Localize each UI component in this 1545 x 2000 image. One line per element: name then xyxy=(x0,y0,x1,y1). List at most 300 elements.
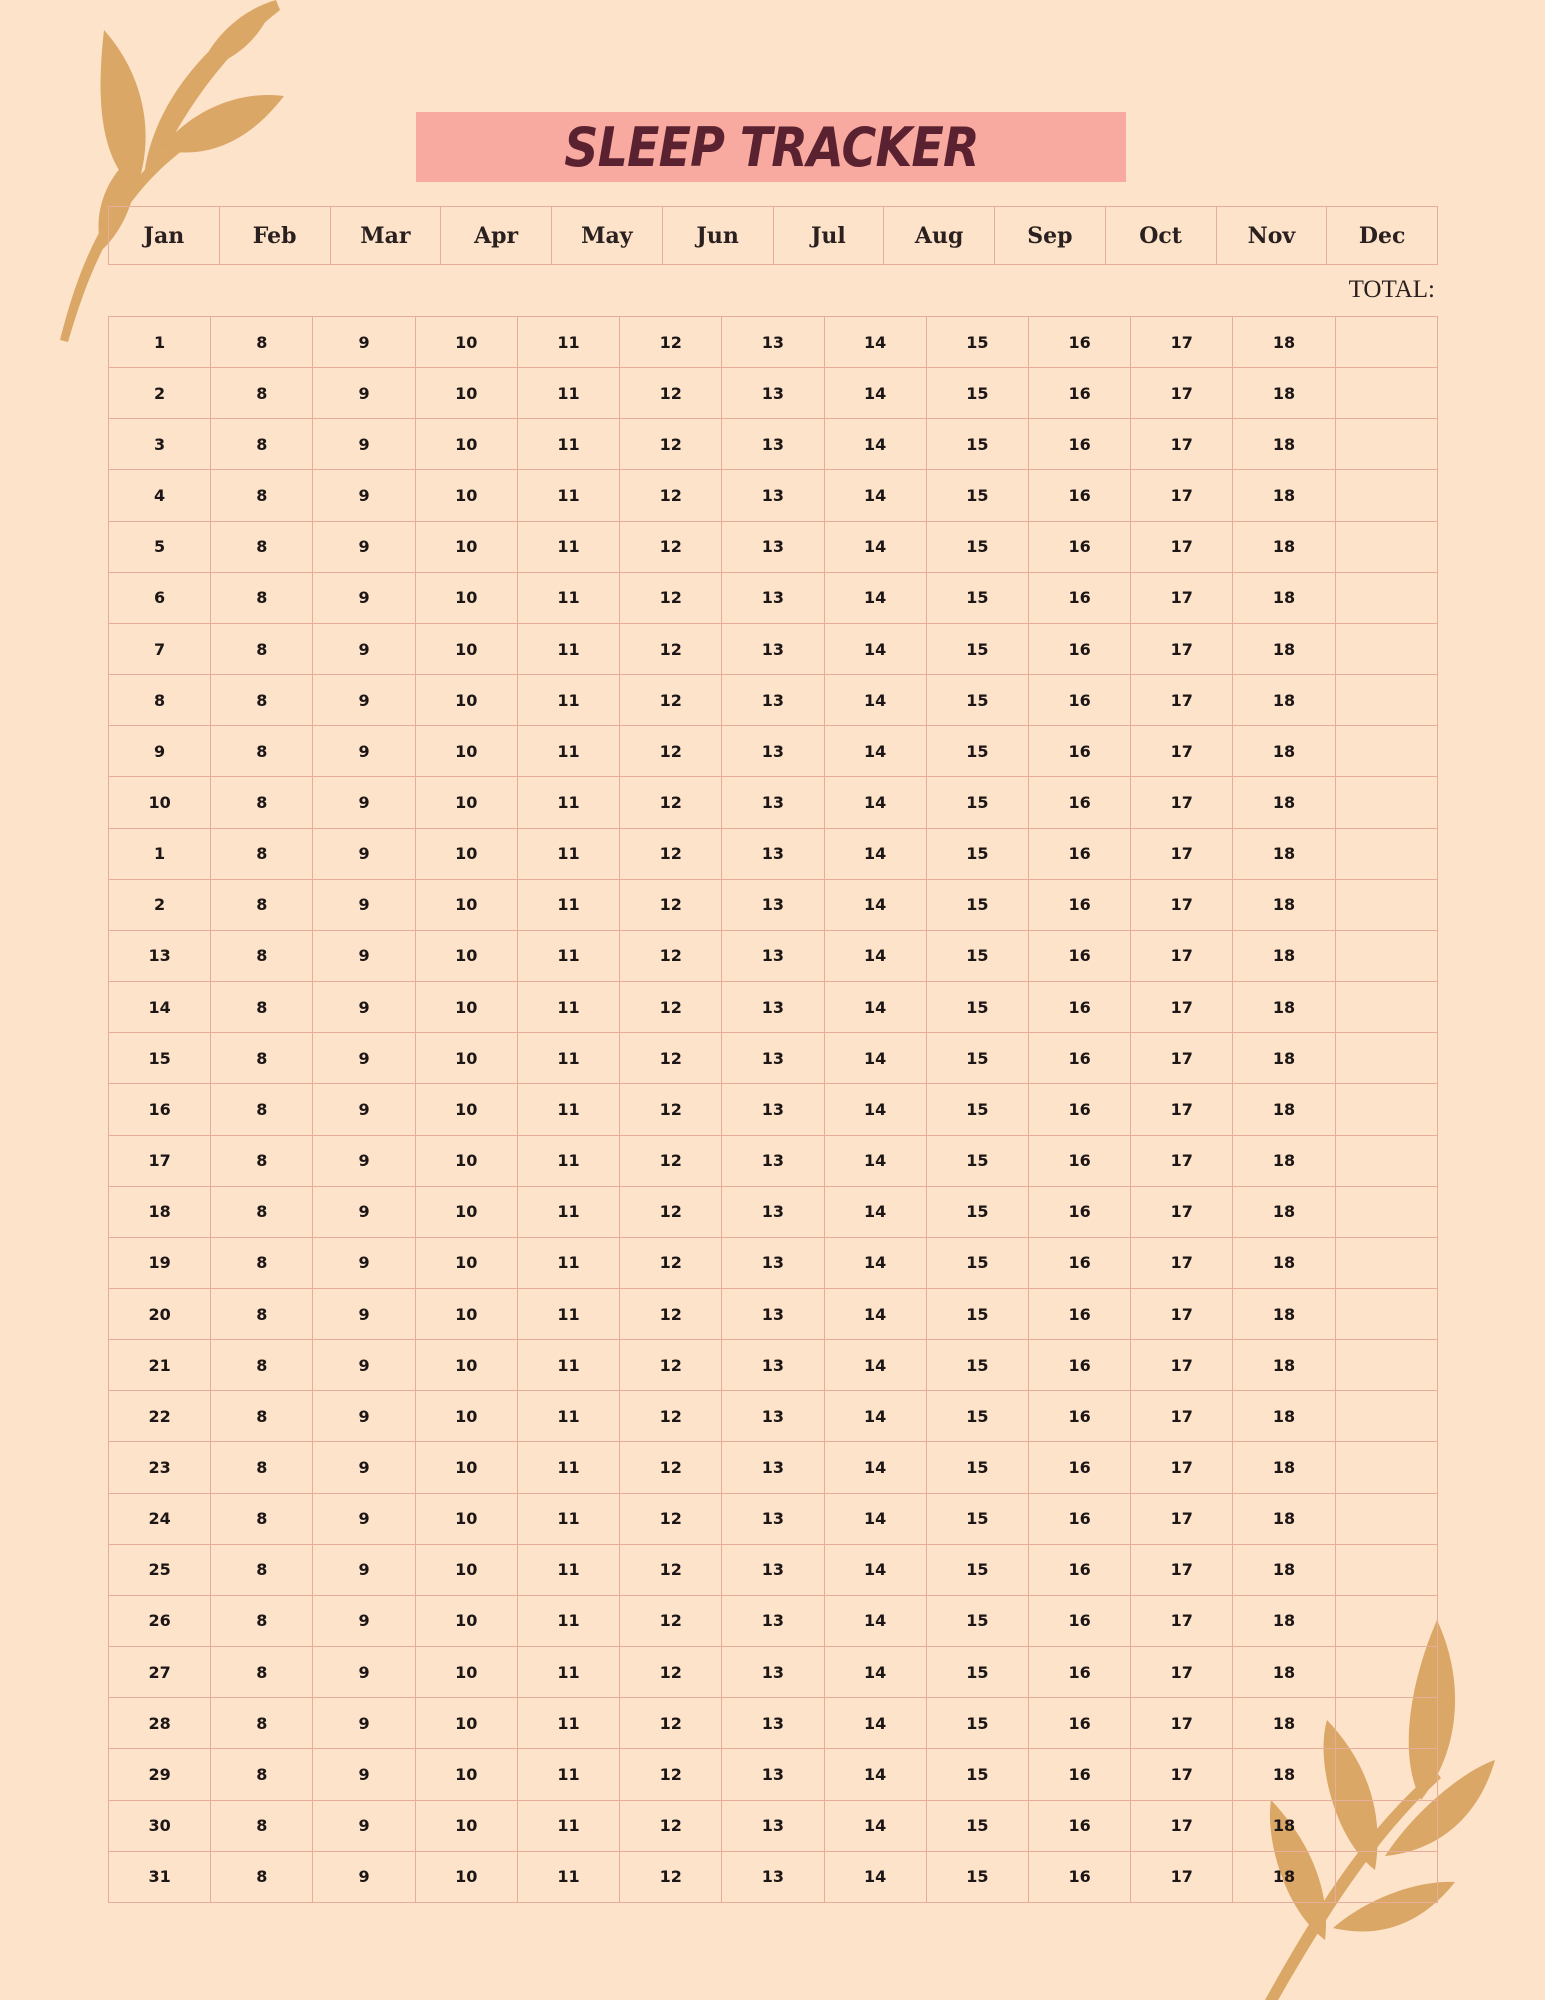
grid-cell: 8 xyxy=(211,1647,313,1698)
grid-cell: 11 xyxy=(517,1135,619,1186)
grid-cell: 8 xyxy=(211,777,313,828)
grid-cell: 15 xyxy=(926,777,1028,828)
grid-cell: 9 xyxy=(313,1288,415,1339)
grid-cell: 12 xyxy=(620,368,722,419)
grid-cell: 17 xyxy=(1131,623,1233,674)
grid-cell: 18 xyxy=(1233,368,1335,419)
grid-cell: 15 xyxy=(926,1033,1028,1084)
grid-cell: 15 xyxy=(926,1084,1028,1135)
total-cell xyxy=(1335,879,1437,930)
grid-row xyxy=(109,1800,1438,1851)
grid-cell: 14 xyxy=(824,777,926,828)
grid-cell: 11 xyxy=(517,419,619,470)
grid-cell: 12 xyxy=(620,419,722,470)
grid-cell: 18 xyxy=(1233,521,1335,572)
grid-cell: 8 xyxy=(211,368,313,419)
grid-cell: 18 xyxy=(1233,777,1335,828)
grid-cell: 9 xyxy=(313,1851,415,1902)
grid-cell: 18 xyxy=(1233,1800,1335,1851)
grid-cell: 12 xyxy=(620,1288,722,1339)
grid-row xyxy=(109,1493,1438,1544)
grid-cell: 10 xyxy=(415,1288,517,1339)
grid-cell: 9 xyxy=(313,1544,415,1595)
day-number-cell: 7 xyxy=(109,623,211,674)
grid-row xyxy=(109,572,1438,623)
grid-cell: 18 xyxy=(1233,1647,1335,1698)
grid-cell: 11 xyxy=(517,879,619,930)
grid-cell: 13 xyxy=(722,1237,824,1288)
grid-cell: 14 xyxy=(824,623,926,674)
grid-cell: 9 xyxy=(313,1186,415,1237)
grid-cell: 8 xyxy=(211,470,313,521)
grid-cell: 14 xyxy=(824,1595,926,1646)
month-header-cell: Apr xyxy=(441,207,552,265)
day-number-cell: 14 xyxy=(109,982,211,1033)
grid-cell: 8 xyxy=(211,419,313,470)
grid-cell: 16 xyxy=(1028,1595,1130,1646)
grid-cell: 13 xyxy=(722,1135,824,1186)
grid-cell: 16 xyxy=(1028,879,1130,930)
sleep-grid xyxy=(108,316,1438,1903)
grid-cell: 17 xyxy=(1131,1698,1233,1749)
grid-cell: 15 xyxy=(926,1595,1028,1646)
grid-cell: 15 xyxy=(926,1186,1028,1237)
grid-row xyxy=(109,1442,1438,1493)
total-cell xyxy=(1335,1033,1437,1084)
day-number-cell: 5 xyxy=(109,521,211,572)
grid-cell: 18 xyxy=(1233,1033,1335,1084)
grid-cell: 11 xyxy=(517,1391,619,1442)
grid-cell: 11 xyxy=(517,1698,619,1749)
grid-cell: 8 xyxy=(211,1544,313,1595)
grid-cell: 12 xyxy=(620,1084,722,1135)
grid-row xyxy=(109,930,1438,981)
grid-cell: 12 xyxy=(620,828,722,879)
day-number-cell: 26 xyxy=(109,1595,211,1646)
grid-cell: 10 xyxy=(415,1033,517,1084)
grid-cell: 12 xyxy=(620,726,722,777)
grid-cell: 14 xyxy=(824,1544,926,1595)
grid-cell: 8 xyxy=(211,1135,313,1186)
grid-cell: 10 xyxy=(415,1595,517,1646)
grid-row xyxy=(109,368,1438,419)
grid-cell: 8 xyxy=(211,1493,313,1544)
grid-cell: 13 xyxy=(722,1288,824,1339)
grid-cell: 11 xyxy=(517,1647,619,1698)
grid-cell: 10 xyxy=(415,777,517,828)
day-number-cell: 19 xyxy=(109,1237,211,1288)
grid-cell: 14 xyxy=(824,368,926,419)
grid-cell: 9 xyxy=(313,1647,415,1698)
grid-cell: 15 xyxy=(926,1749,1028,1800)
leaf-branch-top-left-icon xyxy=(40,0,300,350)
grid-cell: 10 xyxy=(415,1698,517,1749)
total-cell xyxy=(1335,1237,1437,1288)
grid-cell: 11 xyxy=(517,1442,619,1493)
grid-cell: 18 xyxy=(1233,572,1335,623)
grid-cell: 8 xyxy=(211,1186,313,1237)
grid-cell: 18 xyxy=(1233,1544,1335,1595)
grid-cell: 13 xyxy=(722,1800,824,1851)
grid-cell: 17 xyxy=(1131,675,1233,726)
grid-cell: 12 xyxy=(620,1800,722,1851)
grid-row xyxy=(109,1033,1438,1084)
grid-cell: 14 xyxy=(824,1749,926,1800)
grid-cell: 15 xyxy=(926,1647,1028,1698)
grid-cell: 10 xyxy=(415,1647,517,1698)
grid-cell: 9 xyxy=(313,521,415,572)
grid-cell: 9 xyxy=(313,1442,415,1493)
grid-cell: 13 xyxy=(722,419,824,470)
grid-cell: 18 xyxy=(1233,1135,1335,1186)
day-number-cell: 17 xyxy=(109,1135,211,1186)
grid-cell: 13 xyxy=(722,1851,824,1902)
grid-cell: 16 xyxy=(1028,777,1130,828)
grid-cell: 15 xyxy=(926,1800,1028,1851)
month-header-cell: Jan xyxy=(109,207,220,265)
grid-cell: 15 xyxy=(926,470,1028,521)
grid-cell: 17 xyxy=(1131,1493,1233,1544)
grid-cell: 12 xyxy=(620,1851,722,1902)
month-header-cell: May xyxy=(552,207,663,265)
grid-cell: 14 xyxy=(824,470,926,521)
grid-cell: 10 xyxy=(415,1084,517,1135)
grid-cell: 12 xyxy=(620,1493,722,1544)
grid-cell: 15 xyxy=(926,675,1028,726)
grid-cell: 12 xyxy=(620,1647,722,1698)
grid-cell: 11 xyxy=(517,1749,619,1800)
grid-cell: 18 xyxy=(1233,675,1335,726)
grid-cell: 8 xyxy=(211,521,313,572)
total-cell xyxy=(1335,1288,1437,1339)
grid-cell: 14 xyxy=(824,572,926,623)
grid-cell: 17 xyxy=(1131,1544,1233,1595)
total-cell xyxy=(1335,1800,1437,1851)
grid-cell: 13 xyxy=(722,1084,824,1135)
grid-cell: 18 xyxy=(1233,982,1335,1033)
grid-row xyxy=(109,1186,1438,1237)
grid-cell: 8 xyxy=(211,982,313,1033)
day-number-cell: 10 xyxy=(109,777,211,828)
day-number-cell: 13 xyxy=(109,930,211,981)
grid-cell: 11 xyxy=(517,1595,619,1646)
grid-cell: 8 xyxy=(211,726,313,777)
grid-cell: 12 xyxy=(620,1595,722,1646)
grid-cell: 14 xyxy=(824,1340,926,1391)
grid-cell: 13 xyxy=(722,1749,824,1800)
grid-cell: 10 xyxy=(415,623,517,674)
grid-cell: 11 xyxy=(517,1544,619,1595)
grid-cell: 12 xyxy=(620,1442,722,1493)
grid-cell: 11 xyxy=(517,521,619,572)
grid-row xyxy=(109,1340,1438,1391)
grid-cell: 13 xyxy=(722,1033,824,1084)
grid-cell: 14 xyxy=(824,521,926,572)
grid-cell: 13 xyxy=(722,1340,824,1391)
grid-cell: 10 xyxy=(415,675,517,726)
grid-cell: 13 xyxy=(722,368,824,419)
grid-row xyxy=(109,1135,1438,1186)
grid-cell: 18 xyxy=(1233,726,1335,777)
grid-cell: 11 xyxy=(517,1340,619,1391)
grid-cell: 18 xyxy=(1233,1391,1335,1442)
grid-cell: 18 xyxy=(1233,1340,1335,1391)
grid-cell: 11 xyxy=(517,470,619,521)
grid-cell: 10 xyxy=(415,470,517,521)
grid-cell: 9 xyxy=(313,1340,415,1391)
day-number-cell: 6 xyxy=(109,572,211,623)
grid-cell: 16 xyxy=(1028,675,1130,726)
grid-cell: 8 xyxy=(211,675,313,726)
grid-cell: 9 xyxy=(313,1237,415,1288)
total-cell xyxy=(1335,1851,1437,1902)
total-cell xyxy=(1335,1084,1437,1135)
day-number-cell: 25 xyxy=(109,1544,211,1595)
grid-cell: 11 xyxy=(517,368,619,419)
grid-cell: 14 xyxy=(824,317,926,368)
grid-cell: 15 xyxy=(926,982,1028,1033)
grid-cell: 10 xyxy=(415,879,517,930)
grid-cell: 13 xyxy=(722,1442,824,1493)
grid-cell: 15 xyxy=(926,1288,1028,1339)
grid-cell: 15 xyxy=(926,419,1028,470)
grid-cell: 10 xyxy=(415,1391,517,1442)
title-banner xyxy=(416,112,1126,182)
grid-cell: 15 xyxy=(926,623,1028,674)
grid-row xyxy=(109,1544,1438,1595)
grid-cell: 14 xyxy=(824,930,926,981)
grid-cell: 18 xyxy=(1233,1288,1335,1339)
grid-cell: 18 xyxy=(1233,930,1335,981)
grid-row xyxy=(109,777,1438,828)
grid-cell: 15 xyxy=(926,828,1028,879)
grid-cell: 14 xyxy=(824,1851,926,1902)
grid-cell: 17 xyxy=(1131,1237,1233,1288)
grid-cell: 14 xyxy=(824,828,926,879)
grid-row xyxy=(109,1391,1438,1442)
grid-cell: 9 xyxy=(313,1493,415,1544)
grid-cell: 8 xyxy=(211,1749,313,1800)
month-header-cell: Jul xyxy=(773,207,884,265)
total-cell xyxy=(1335,419,1437,470)
grid-cell: 17 xyxy=(1131,572,1233,623)
day-number-cell: 30 xyxy=(109,1800,211,1851)
grid-cell: 10 xyxy=(415,1749,517,1800)
grid-cell: 18 xyxy=(1233,1851,1335,1902)
grid-cell: 8 xyxy=(211,930,313,981)
total-cell xyxy=(1335,1544,1437,1595)
day-number-cell: 18 xyxy=(109,1186,211,1237)
grid-cell: 18 xyxy=(1233,419,1335,470)
grid-cell: 16 xyxy=(1028,1442,1130,1493)
grid-cell: 14 xyxy=(824,1033,926,1084)
grid-cell: 16 xyxy=(1028,982,1130,1033)
month-header-cell: Feb xyxy=(219,207,330,265)
total-cell xyxy=(1335,1391,1437,1442)
grid-cell: 16 xyxy=(1028,368,1130,419)
grid-cell: 13 xyxy=(722,623,824,674)
grid-cell: 10 xyxy=(415,419,517,470)
grid-cell: 17 xyxy=(1131,521,1233,572)
day-number-cell: 2 xyxy=(109,879,211,930)
grid-cell: 12 xyxy=(620,1186,722,1237)
grid-cell: 17 xyxy=(1131,1800,1233,1851)
grid-cell: 14 xyxy=(824,419,926,470)
grid-row xyxy=(109,317,1438,368)
grid-row xyxy=(109,675,1438,726)
grid-cell: 12 xyxy=(620,930,722,981)
grid-cell: 9 xyxy=(313,1698,415,1749)
grid-cell: 15 xyxy=(926,1340,1028,1391)
grid-cell: 12 xyxy=(620,317,722,368)
grid-row xyxy=(109,726,1438,777)
grid-row xyxy=(109,982,1438,1033)
month-header-cell: Jun xyxy=(662,207,773,265)
day-number-cell: 1 xyxy=(109,317,211,368)
day-number-cell: 20 xyxy=(109,1288,211,1339)
grid-cell: 17 xyxy=(1131,879,1233,930)
grid-cell: 18 xyxy=(1233,828,1335,879)
total-label: TOTAL: xyxy=(1348,276,1435,303)
grid-cell: 14 xyxy=(824,1442,926,1493)
grid-row xyxy=(109,1749,1438,1800)
grid-cell: 9 xyxy=(313,982,415,1033)
grid-cell: 11 xyxy=(517,930,619,981)
day-number-cell: 15 xyxy=(109,1033,211,1084)
grid-cell: 18 xyxy=(1233,470,1335,521)
grid-cell: 15 xyxy=(926,879,1028,930)
grid-row xyxy=(109,828,1438,879)
grid-cell: 11 xyxy=(517,1033,619,1084)
grid-cell: 8 xyxy=(211,1237,313,1288)
grid-cell: 17 xyxy=(1131,419,1233,470)
grid-cell: 16 xyxy=(1028,930,1130,981)
grid-cell: 11 xyxy=(517,317,619,368)
day-number-cell: 1 xyxy=(109,828,211,879)
grid-cell: 17 xyxy=(1131,1135,1233,1186)
grid-cell: 12 xyxy=(620,1237,722,1288)
total-cell xyxy=(1335,1186,1437,1237)
grid-cell: 11 xyxy=(517,572,619,623)
grid-cell: 12 xyxy=(620,1698,722,1749)
grid-row xyxy=(109,419,1438,470)
month-header-cell: Sep xyxy=(995,207,1106,265)
grid-cell: 10 xyxy=(415,1800,517,1851)
grid-cell: 12 xyxy=(620,1135,722,1186)
grid-cell: 13 xyxy=(722,1698,824,1749)
grid-cell: 8 xyxy=(211,623,313,674)
total-cell xyxy=(1335,777,1437,828)
day-number-cell: 21 xyxy=(109,1340,211,1391)
grid-cell: 16 xyxy=(1028,1237,1130,1288)
grid-row xyxy=(109,1647,1438,1698)
grid-cell: 10 xyxy=(415,1237,517,1288)
grid-cell: 12 xyxy=(620,1749,722,1800)
grid-cell: 18 xyxy=(1233,623,1335,674)
grid-cell: 18 xyxy=(1233,1698,1335,1749)
grid-cell: 13 xyxy=(722,1647,824,1698)
grid-cell: 9 xyxy=(313,879,415,930)
grid-cell: 16 xyxy=(1028,1186,1130,1237)
grid-cell: 17 xyxy=(1131,828,1233,879)
grid-cell: 17 xyxy=(1131,1595,1233,1646)
grid-cell: 18 xyxy=(1233,1749,1335,1800)
grid-cell: 17 xyxy=(1131,1851,1233,1902)
grid-cell: 13 xyxy=(722,1186,824,1237)
grid-cell: 9 xyxy=(313,470,415,521)
grid-cell: 11 xyxy=(517,1851,619,1902)
grid-cell: 9 xyxy=(313,1391,415,1442)
grid-cell: 13 xyxy=(722,572,824,623)
grid-cell: 14 xyxy=(824,1084,926,1135)
grid-cell: 11 xyxy=(517,675,619,726)
grid-cell: 18 xyxy=(1233,1084,1335,1135)
grid-cell: 15 xyxy=(926,1544,1028,1595)
grid-cell: 16 xyxy=(1028,521,1130,572)
month-header-cell: Nov xyxy=(1216,207,1327,265)
total-cell xyxy=(1335,623,1437,674)
day-number-cell: 2 xyxy=(109,368,211,419)
grid-cell: 16 xyxy=(1028,419,1130,470)
grid-cell: 16 xyxy=(1028,1135,1130,1186)
total-cell xyxy=(1335,368,1437,419)
grid-cell: 17 xyxy=(1131,777,1233,828)
grid-cell: 8 xyxy=(211,1698,313,1749)
grid-cell: 11 xyxy=(517,726,619,777)
grid-cell: 17 xyxy=(1131,317,1233,368)
grid-cell: 10 xyxy=(415,930,517,981)
grid-cell: 15 xyxy=(926,930,1028,981)
total-cell xyxy=(1335,1442,1437,1493)
grid-cell: 18 xyxy=(1233,1237,1335,1288)
grid-cell: 13 xyxy=(722,726,824,777)
grid-cell: 12 xyxy=(620,1391,722,1442)
grid-cell: 13 xyxy=(722,521,824,572)
grid-cell: 8 xyxy=(211,1391,313,1442)
grid-cell: 15 xyxy=(926,1237,1028,1288)
grid-cell: 15 xyxy=(926,726,1028,777)
grid-cell: 10 xyxy=(415,1442,517,1493)
total-cell xyxy=(1335,317,1437,368)
grid-cell: 14 xyxy=(824,1800,926,1851)
grid-cell: 9 xyxy=(313,1595,415,1646)
grid-cell: 14 xyxy=(824,1186,926,1237)
grid-cell: 8 xyxy=(211,1851,313,1902)
month-header-cell: Dec xyxy=(1327,207,1438,265)
grid-cell: 11 xyxy=(517,777,619,828)
grid-cell: 10 xyxy=(415,1544,517,1595)
total-cell xyxy=(1335,1135,1437,1186)
grid-row xyxy=(109,623,1438,674)
grid-cell: 18 xyxy=(1233,1595,1335,1646)
grid-cell: 11 xyxy=(517,1493,619,1544)
grid-cell: 18 xyxy=(1233,879,1335,930)
grid-cell: 9 xyxy=(313,777,415,828)
grid-cell: 9 xyxy=(313,623,415,674)
grid-cell: 18 xyxy=(1233,317,1335,368)
grid-cell: 13 xyxy=(722,879,824,930)
total-cell xyxy=(1335,930,1437,981)
month-header-table xyxy=(108,206,1438,265)
grid-cell: 9 xyxy=(313,1135,415,1186)
grid-cell: 15 xyxy=(926,1493,1028,1544)
grid-cell: 13 xyxy=(722,777,824,828)
grid-cell: 16 xyxy=(1028,1340,1130,1391)
grid-cell: 8 xyxy=(211,1595,313,1646)
day-number-cell: 4 xyxy=(109,470,211,521)
total-cell xyxy=(1335,1698,1437,1749)
grid-cell: 16 xyxy=(1028,470,1130,521)
